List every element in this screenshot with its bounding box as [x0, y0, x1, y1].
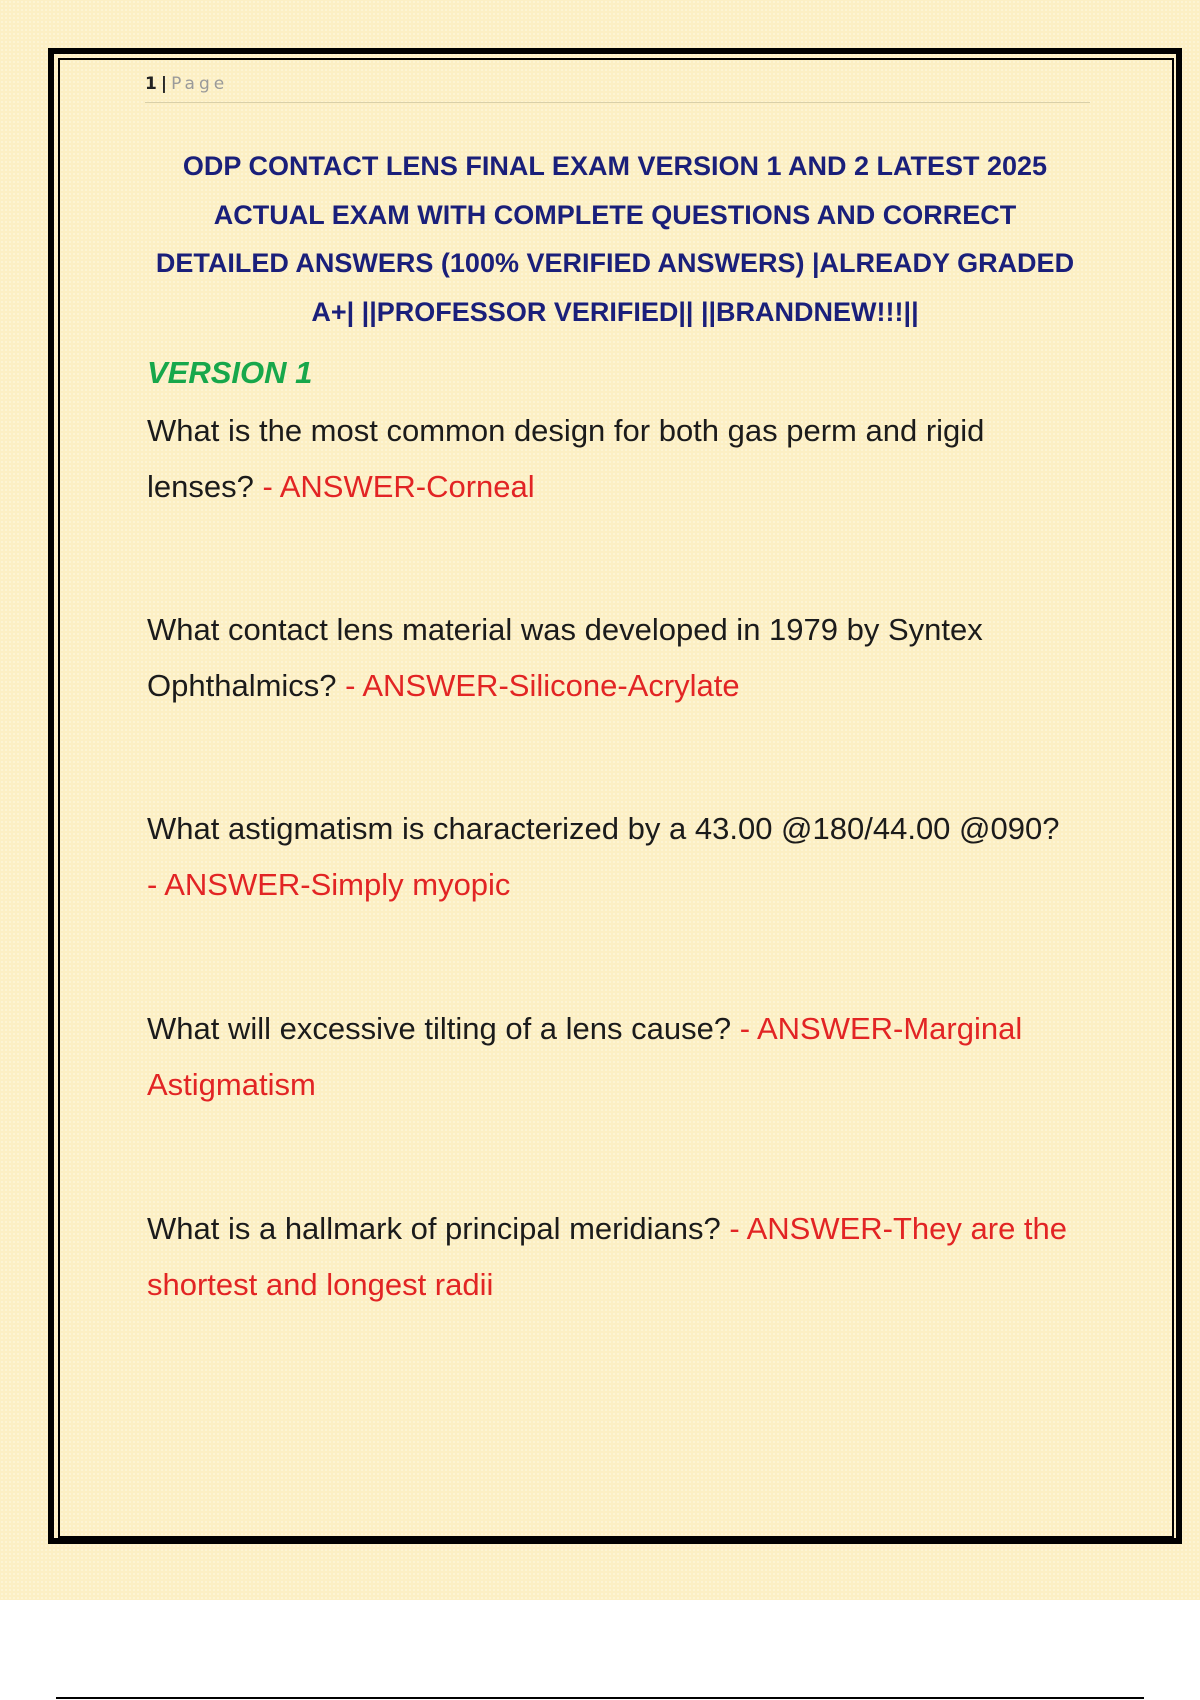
- answer-text: - ANSWER-Simply myopic: [147, 867, 511, 902]
- question-text: What is a hallmark of principal meridians?: [147, 1211, 721, 1246]
- qa-item: [147, 602, 1077, 714]
- qa-item: [147, 801, 1077, 913]
- page-label: Page: [171, 74, 229, 94]
- question-text: What astigmatism is characterized by a 43.00 @180/44.00 @090?: [147, 811, 1060, 846]
- qa-item: [147, 403, 1077, 515]
- qa-item: [147, 1201, 1077, 1313]
- section-heading: VERSION 1: [147, 355, 313, 390]
- answer-text: - ANSWER-Marginal Astigmatism: [147, 1011, 1023, 1102]
- footer-divider: [56, 1697, 1144, 1699]
- question-text: What contact lens material was developed in 1979 by Syntex Ophthalmics?: [147, 612, 983, 703]
- answer-text: - ANSWER-Silicone-Acrylate: [345, 668, 740, 703]
- question-text: What is the most common design for both gas perm and rigid lenses?: [147, 413, 985, 504]
- answer-text: - ANSWER-They are the shortest and longest radii: [147, 1211, 1068, 1302]
- page-number: 1: [145, 74, 157, 94]
- page-header: [145, 74, 1090, 103]
- question-text: What will excessive tilting of a lens cause?: [147, 1011, 732, 1046]
- page-separator: |: [160, 74, 168, 94]
- qa-item: [147, 1001, 1077, 1113]
- document-title: ODP CONTACT LENS FINAL EXAM VERSION 1 AND 2 LATEST 2025 ACTUAL EXAM WITH COMPLETE QUESTIONS AND CORRECT DETAILED ANSWERS (100% VERIFIED ANSWERS) |ALREADY GRADED A+| ||PROFESSOR VERIFIED|| ||BRANDNEW!!!||: [155, 151, 1075, 327]
- answer-text: - ANSWER-Corneal: [262, 469, 535, 504]
